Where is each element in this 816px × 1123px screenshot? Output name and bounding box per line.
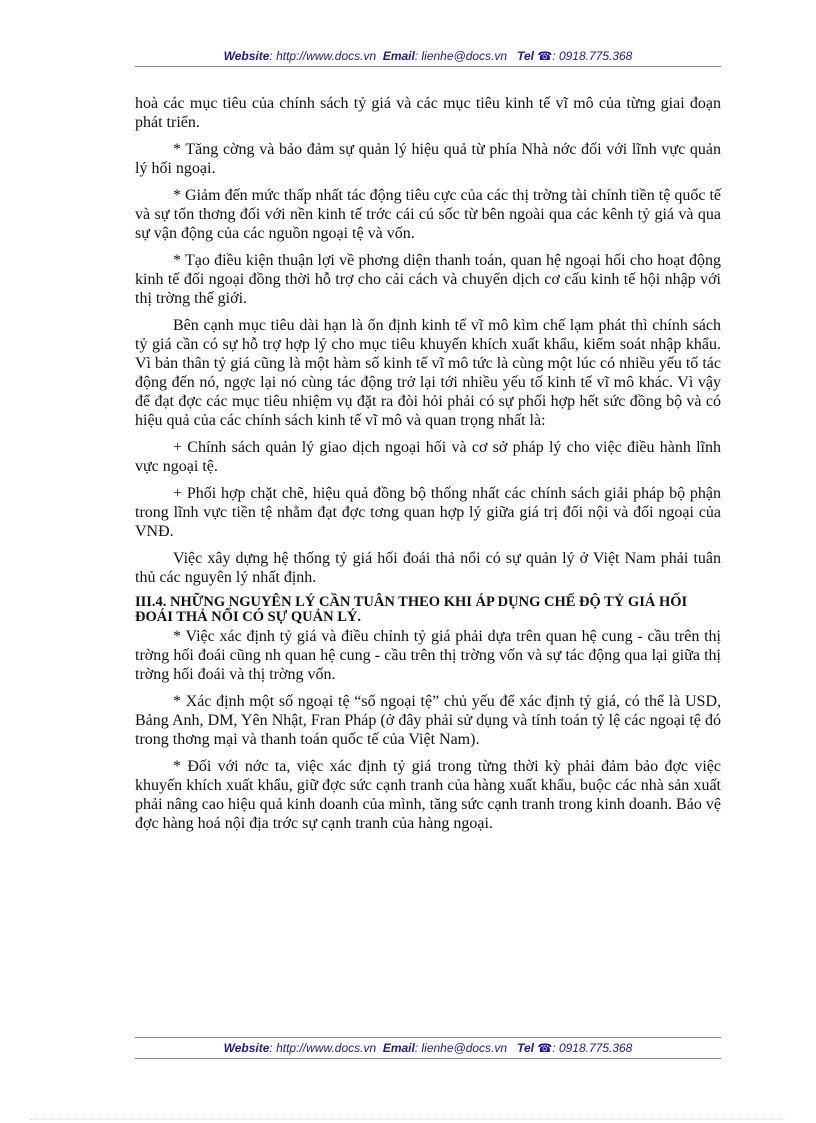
footer-tel-label: Tel (517, 1041, 534, 1055)
header-tel-label: Tel (517, 49, 534, 63)
paragraph-4: * Tạo điều kiện thuận lợi về phơng diện thanh toán, quan hệ ngoại hối cho hoạt động kinh tế đối ngoại đồng thời hỗ trợ cho cải cách và chuyển dịch cơ cấu kinh tế hội nhập với thị trờng thế giới. (135, 252, 721, 307)
header-rule (135, 66, 721, 67)
header-website-url[interactable]: : http://www.docs.vn (269, 49, 377, 63)
paragraph-8: Việc xây dựng hệ thống tỷ giá hối đoái thả nổi có sự quản lý ở Việt Nam phải tuân thủ các nguyên lý nhất định. (135, 550, 721, 586)
paragraph-3: * Giảm đến mức thấp nhất tác động tiêu cực của các thị trờng tài chính tiền tệ quốc tế và sự tổn thơng đối với nền kinh tế trớc cái cú sốc từ bên ngoài qua các kênh tỷ giá và qua sự vận động của các nguồn ngoại tệ và vốn. (135, 187, 721, 242)
footer-email-label: Email (382, 1041, 415, 1055)
footer-rule (135, 1037, 721, 1038)
footer-website-url[interactable]: : http://www.docs.vn (269, 1041, 377, 1055)
paragraph-5: Bên cạnh mục tiêu dài hạn là ổn định kinh tế vĩ mô kìm chế lạm phát thì chính sách tỷ giá cần có sự hỗ trợ hợp lý cho mục tiêu khuyến khích xuất khẩu, kiểm soát nhập khẩu. Vì bản thân tỷ giá cũng là một hàm số kinh tế vĩ mô tức là cùng một lúc có nhiều yếu tố tác động đến nó, ngợc lại nó cùng tác động trở lại tới nhiều yếu tố kinh tế vĩ mô khác. Vì vậy để đạt đợc các mục tiêu nhiệm vụ đặt ra đòi hỏi phải có sự phối hợp hết sức đồng bộ và có hiệu quả của các chính sách kinh tế vĩ mô và quan trọng nhất là: (135, 317, 721, 429)
phone-icon: ☎ (537, 1041, 553, 1055)
page-bottom-dotted-line (30, 1119, 786, 1120)
paragraph-11: * Đối với nớc ta, việc xác định tỷ giá trong từng thời kỳ phải đảm bảo đợc việc khuyến khích xuất khẩu, giữ đợc sức cạnh tranh của hàng xuất khẩu, buộc các nhà sản xuất phải nâng cao hiệu quả kinh doanh của mình, tăng sức cạnh tranh trong kinh doanh. Bảo vệ đợc hàng hoá nội địa trớc sự cạnh tranh của hàng ngoại. (135, 758, 721, 832)
footer-tel-number: : 0918.775.368 (552, 1041, 633, 1055)
paragraph-7: + Phối hợp chặt chẽ, hiệu quả đồng bộ thống nhất các chính sách giải pháp bộ phận trong lĩnh vực tiền tệ nhằm đạt đợc tơng quan hợp lý giữa giá trị đối nội và đối ngoại của VNĐ. (135, 485, 721, 540)
paragraph-9: * Việc xác định tỷ giá và điều chỉnh tỷ giá phải dựa trên quan hệ cung - cầu trên thị trờng hối đoái cũng nh quan hệ cung - cầu trên thị trờng vốn và sự tác động qua lại giữa thị trờng hối đoái và thị trờng vốn. (135, 628, 721, 683)
header-tel-number: : 0918.775.368 (552, 49, 633, 63)
paragraph-2: * Tăng cờng và bảo đảm sự quản lý hiệu quả từ phía Nhà nớc đối với lĩnh vực quản lý hối ngoại. (135, 141, 721, 177)
footer-website-label: Website (223, 1041, 270, 1055)
page-content (135, 94, 721, 841)
page-header (135, 49, 721, 63)
phone-icon: ☎ (537, 49, 553, 63)
paragraph-10: * Xác định một số ngoại tệ “sổ ngoại tệ” chủ yếu để xác định tỷ giá, có thể là USD, Bảng Anh, DM, Yên Nhật, Fran Pháp (ở đây phải sử dụng và tính toán tỷ lệ các ngoại tệ đó trong thơng mại và thanh toán quốc tế của Việt Nam). (135, 693, 721, 748)
header-email-address[interactable]: : lienhe@docs.vn (414, 49, 508, 63)
footer-bottom-rule (135, 1058, 721, 1059)
header-email-label: Email (382, 49, 415, 63)
paragraph-1: hoà các mục tiêu của chính sách tỷ giá và các mục tiêu kinh tế vĩ mô của từng giai đoạn phát triển. (135, 95, 721, 131)
paragraph-6: + Chính sách quản lý giao dịch ngoại hối và cơ sở pháp lý cho việc điều hành lĩnh vực ngoại tệ. (135, 439, 721, 475)
footer-email-address[interactable]: : lienhe@docs.vn (414, 1041, 508, 1055)
page-footer (135, 1041, 721, 1055)
section-heading: III.4. NHỮNG NGUYÊN LÝ CẦN TUÂN THEO KHI ÁP DỤNG CHẾ ĐỘ TỶ GIÁ HỐI ĐOÁI THẢ NỔI CÓ SỰ QUẢN LÝ. (135, 594, 688, 625)
header-website-label: Website (223, 49, 270, 63)
